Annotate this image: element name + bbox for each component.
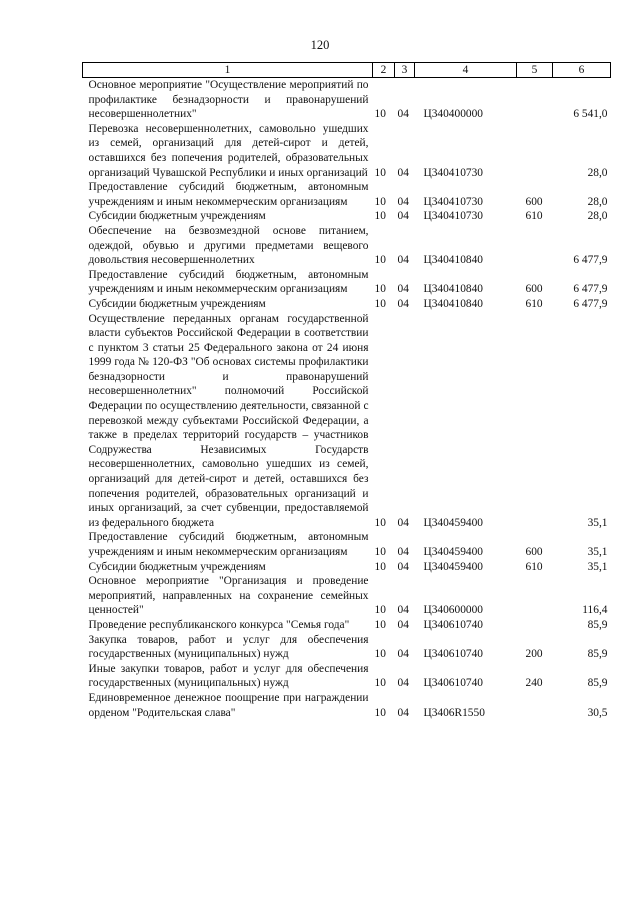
subsection-code: 04	[397, 560, 409, 573]
target-code: Ц340610740	[423, 648, 483, 661]
subsection-code: 04	[397, 648, 409, 661]
expense-type-code: 610	[525, 560, 543, 573]
section-code: 10	[374, 195, 386, 208]
table-row	[83, 560, 611, 575]
section-code: 10	[374, 677, 386, 690]
expense-type-code	[517, 574, 553, 618]
subsection-code: 04	[397, 166, 409, 179]
amount: 6 541,0	[573, 108, 608, 121]
table-row	[83, 691, 611, 720]
section-code: 10	[374, 618, 386, 631]
amount: 30,5	[587, 706, 608, 719]
table-row	[83, 297, 611, 312]
table-row	[83, 209, 611, 224]
amount: 35,1	[587, 516, 608, 529]
expense-type-code: 610	[525, 297, 543, 310]
amount: 35,1	[587, 560, 608, 573]
expense-name: Предоставление субсидий бюджетным, автономным учреждениям и иным некоммерческим организациям	[88, 268, 369, 296]
section-code: 10	[374, 297, 386, 310]
column-header: 4	[415, 63, 517, 78]
expense-name: Обеспечение на безвозмездной основе питанием, одеждой, обувью и другими предметами вещевого довольствия несовершеннолетних	[88, 224, 369, 267]
section-code: 10	[374, 166, 386, 179]
table-row	[83, 312, 611, 531]
page-number: 120	[310, 38, 330, 52]
column-header: 5	[517, 63, 553, 78]
amount: 85,9	[587, 648, 608, 661]
expense-name: Иные закупки товаров, работ и услуг для обеспечения государственных (муниципальных) нужд	[88, 662, 369, 690]
subsection-code: 04	[397, 210, 409, 223]
expense-name: Субсидии бюджетным учреждениям	[88, 210, 266, 223]
section-code: 10	[374, 516, 386, 529]
column-header: 1	[83, 63, 373, 78]
expense-name: Осуществление переданных органам государственной власти субъектов Российской Федерации в соответствии с пунктом 3 статьи 25 Федерального закона от 24 июня 1999 года № 120-ФЗ "Об основах системы профилактики безнадзорности и правонарушений несовершеннолетних" полномочий Российской Федерации по осуществлению деятельности, связанной с перевозкой между субъектами Российской Федерации, а также в пределах территорий государств – участников Содружества Независимых Государств несовершеннолетних, самовольно ушедших из семей, организаций для детей-сирот и детей, оставшихся без попечения родителей, образовательных организаций и иных организаций, за счет субвенции, предоставляемой из федерального бюджета	[88, 312, 369, 529]
section-code: 10	[374, 254, 386, 267]
expense-name: Предоставление субсидий бюджетным, автономным учреждениям и иным некоммерческим организациям	[88, 531, 369, 558]
table-row	[83, 662, 611, 691]
amount: 116,4	[582, 604, 608, 617]
column-header: 6	[553, 63, 611, 78]
amount: 35,1	[587, 546, 608, 558]
expense-name: Перевозка несовершеннолетних, самовольно ушедших из семей, организаций для детей-сирот и детей, оставшихся без попечения родителей, образовательных организаций Чувашской Республики и иных организаций	[88, 122, 369, 179]
amount: 85,9	[587, 618, 608, 631]
table-row	[83, 224, 611, 268]
expense-type-code: 600	[525, 283, 543, 296]
expense-type-code	[517, 312, 553, 531]
subsection-code: 04	[397, 677, 409, 690]
expense-name: Проведение республиканского конкурса "Семья года"	[88, 618, 350, 631]
section-code: 10	[374, 648, 386, 661]
expense-type-code: 610	[525, 210, 543, 223]
amount: 6 477,9	[573, 297, 608, 310]
section-code: 10	[374, 108, 386, 121]
expense-name: Закупка товаров, работ и услуг для обеспечения государственных (муниципальных) нужд	[88, 633, 369, 661]
table-row	[83, 618, 611, 633]
expense-type-code	[517, 122, 553, 180]
table-header-row	[83, 63, 611, 78]
expense-name: Основное мероприятие "Организация и проведение мероприятий, направленных на сохранение семейных ценностей"	[88, 575, 369, 617]
subsection-code: 04	[397, 604, 409, 617]
expense-type-code: 600	[525, 195, 543, 208]
expense-type-code: 240	[525, 677, 543, 690]
subsection-code: 04	[397, 254, 409, 267]
subsection-code: 04	[397, 546, 409, 558]
amount: 28,0	[587, 210, 608, 223]
target-code: Ц340600000	[423, 604, 483, 617]
table-row	[83, 78, 611, 122]
expense-type-code	[517, 224, 553, 268]
target-code: Ц340610740	[423, 618, 483, 631]
expense-name: Единовременное денежное поощрение при награждении орденом "Родительская слава"	[88, 691, 369, 719]
target-code: Ц340610740	[423, 677, 483, 690]
target-code: Ц340459400	[423, 546, 483, 558]
target-code: Ц3406R1550	[423, 706, 485, 719]
section-code: 10	[374, 604, 386, 617]
table-row	[83, 530, 611, 559]
amount: 6 477,9	[573, 283, 608, 296]
expense-name: Субсидии бюджетным учреждениям	[88, 297, 266, 310]
column-header: 3	[395, 63, 415, 78]
target-code: Ц340459400	[423, 516, 483, 529]
target-code: Ц340410840	[423, 254, 483, 267]
target-code: Ц340410730	[423, 210, 483, 223]
subsection-code: 04	[397, 283, 409, 296]
table-row	[83, 633, 611, 662]
expense-type-code: 600	[525, 546, 543, 558]
amount: 6 477,9	[573, 254, 608, 267]
section-code: 10	[374, 706, 386, 719]
subsection-code: 04	[397, 618, 409, 631]
table-row	[83, 180, 611, 209]
target-code: Ц340410840	[423, 297, 483, 310]
table-row	[83, 122, 611, 180]
column-header: 2	[373, 63, 395, 78]
amount: 85,9	[587, 677, 608, 690]
section-code: 10	[374, 283, 386, 296]
subsection-code: 04	[397, 195, 409, 208]
subsection-code: 04	[397, 516, 409, 529]
expense-type-code	[517, 78, 553, 122]
section-code: 10	[374, 560, 386, 573]
table-row	[83, 574, 611, 618]
subsection-code: 04	[397, 108, 409, 121]
target-code: Ц340459400	[423, 560, 483, 573]
table-row	[83, 268, 611, 297]
expense-name: Предоставление субсидий бюджетным, автономным учреждениям и иным некоммерческим организациям	[88, 181, 369, 208]
expense-type-code	[517, 691, 553, 720]
subsection-code: 04	[397, 297, 409, 310]
expense-name: Субсидии бюджетным учреждениям	[88, 560, 266, 573]
section-code: 10	[374, 546, 386, 558]
target-code: Ц340400000	[423, 108, 483, 121]
target-code: Ц340410730	[423, 166, 483, 179]
section-code: 10	[374, 210, 386, 223]
target-code: Ц340410730	[423, 195, 483, 208]
expense-name: Основное мероприятие "Осуществление мероприятий по профилактике безнадзорности и правонарушений несовершеннолетних"	[88, 79, 369, 121]
budget-table	[82, 62, 611, 720]
target-code: Ц340410840	[423, 283, 483, 296]
subsection-code: 04	[397, 706, 409, 719]
expense-type-code: 200	[525, 648, 543, 661]
amount: 28,0	[587, 195, 608, 208]
expense-type-code	[517, 618, 553, 633]
amount: 28,0	[587, 166, 608, 179]
